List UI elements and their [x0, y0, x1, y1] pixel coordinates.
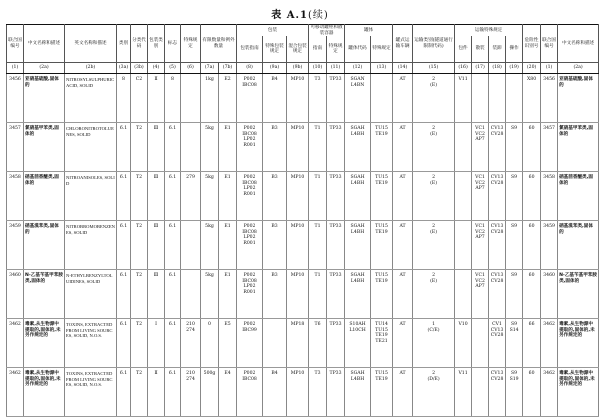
column-code: (3b): [131, 63, 148, 74]
cell-special-packing: B3: [263, 221, 287, 270]
cell-packing-group: Ⅲ: [148, 123, 165, 172]
header-packages: 包件: [455, 36, 472, 63]
cell-classification-code: C2: [131, 74, 148, 123]
column-code: (7a): [201, 63, 219, 74]
cell-operation: S9: [506, 221, 523, 270]
cell-classification-code: T2: [131, 123, 148, 172]
column-code: (8): [237, 63, 263, 74]
cell-vehicle: AT: [393, 172, 413, 221]
cell-loading: [489, 74, 506, 123]
cell-special-packing: B4: [263, 368, 287, 417]
cell-name-cn: 毒素,从生物源中提取的,固体的,未另作规定的: [24, 368, 65, 417]
cell-name-cn-right: 硝基溴苯类,固体的: [558, 221, 599, 270]
cell-packing-instructions: P002 IBC08 LP02 R001: [237, 221, 263, 270]
cell-packing-instructions: P002 IBC08: [237, 368, 263, 417]
cell-excepted-quantity: E1: [219, 270, 237, 319]
cell-mixed-packing: MP10: [287, 368, 309, 417]
cell-bulk: VC1 VC2 AP7: [472, 123, 489, 172]
cell-bulk: VC1 VC2 AP7: [472, 221, 489, 270]
table-title: [0, 6, 600, 21]
cell-tank-instructions: T1: [309, 270, 327, 319]
cell-name-cn: 氯硝基甲苯类,固体的: [24, 123, 65, 172]
cell-class: 6.1: [117, 221, 131, 270]
cell-un-no: 3458: [7, 172, 24, 221]
header-un-no-right: 联合国编号: [541, 25, 558, 63]
cell-vehicle: AT: [393, 319, 413, 368]
cell-special-provisions: [181, 270, 201, 319]
header-hazard-id: 危险性识别号: [523, 25, 541, 63]
cell-tank-special-provisions: TU15 TE19: [371, 221, 393, 270]
cell-special-provisions: 210 274: [181, 319, 201, 368]
cell-limited-quantity: 5kg: [201, 172, 219, 221]
cell-packages: [455, 172, 472, 221]
header-classification-code: 分类代码: [131, 25, 148, 63]
cell-excepted-quantity: E1: [219, 123, 237, 172]
cell-mixed-packing: MP10: [287, 270, 309, 319]
column-code: (17): [472, 63, 489, 74]
cell-operation: S9 S14: [506, 319, 523, 368]
cell-classification-code: T2: [131, 368, 148, 417]
cell-packing-instructions: P002 IBC08: [237, 74, 263, 123]
header-limited-excepted: 有限数量和例外数量: [201, 25, 237, 63]
cell-hazard-id: 66: [523, 319, 541, 368]
header-name-cn: 中文名称和描述: [24, 25, 65, 63]
column-code: (4): [148, 63, 165, 74]
cell-class: 6.1: [117, 319, 131, 368]
header-transport-category: 运输类别(隧道通行限制代码): [413, 25, 455, 63]
cell-loading: CV1 CV13 CV28: [489, 319, 506, 368]
cell-un-no: 3456: [7, 74, 24, 123]
cell-loading: CV13 CV28: [489, 368, 506, 417]
cell-transport-category: 2 (E): [413, 270, 455, 319]
cell-name-en: NITROANISOLES, SOLID: [65, 172, 117, 221]
cell-hazard-id: 60: [523, 270, 541, 319]
header-operation: 操作: [506, 36, 523, 63]
cell-mixed-packing: MP10: [287, 221, 309, 270]
cell-packing-group: Ⅲ: [148, 172, 165, 221]
cell-tank-instructions: T3: [309, 74, 327, 123]
cell-hazard-id: 60: [523, 123, 541, 172]
cell-tank-special: TP33: [327, 74, 345, 123]
table-title-main: 表 A.1: [271, 10, 308, 21]
cell-labels: 6.1: [165, 270, 181, 319]
cell-mixed-packing: MP10: [287, 74, 309, 123]
header-tanks: 罐体: [345, 25, 393, 37]
column-code: (5): [165, 63, 181, 74]
column-code: (2b): [65, 63, 117, 74]
cell-vehicle: AT: [393, 270, 413, 319]
cell-special-packing: B3: [263, 123, 287, 172]
cell-name-en: NITROSYLSULPHURIC ACID, SOLID: [65, 74, 117, 123]
cell-loading: CV13 CV28: [489, 172, 506, 221]
cell-name-cn-right: 亚硝基硫酸,固体的: [558, 74, 599, 123]
cell-limited-quantity: 0: [201, 319, 219, 368]
cell-operation: S9: [506, 270, 523, 319]
header-labels: 标志: [165, 25, 181, 63]
cell-tank-special: TP33: [327, 368, 345, 417]
table-row: [7, 221, 599, 270]
header-vehicle: 罐式运输车辆: [393, 25, 413, 63]
header-bulk: 散装: [472, 36, 489, 63]
cell-tank-instructions: T6: [309, 319, 327, 368]
cell-un-no-right: 3459: [541, 221, 558, 270]
cell-limited-quantity: 500g: [201, 368, 219, 417]
cell-packages: [455, 123, 472, 172]
cell-tank-instructions: T1: [309, 221, 327, 270]
column-code: (19): [506, 63, 523, 74]
cell-name-cn: 硝基溴苯类,固体的: [24, 221, 65, 270]
column-code: (15): [413, 63, 455, 74]
header-special-packing: 特殊包装规定: [263, 36, 287, 63]
cell-special-packing: [263, 319, 287, 368]
column-code: (2a): [558, 63, 599, 74]
cell-special-provisions: 279: [181, 172, 201, 221]
table-row: [7, 368, 599, 417]
cell-packing-group: Ⅲ: [148, 221, 165, 270]
cell-bulk: [472, 74, 489, 123]
cell-hazard-id: 60: [523, 172, 541, 221]
cell-un-no-right: 3462: [541, 319, 558, 368]
cell-name-en: CHLORONITROTOLUENES, SOLID: [65, 123, 117, 172]
cell-tank-special-provisions: TU14 TU15 TE19 TE21: [371, 319, 393, 368]
cell-labels: 6.1: [165, 221, 181, 270]
cell-tank-code: SGAH L4BH: [345, 172, 371, 221]
table-row: [7, 172, 599, 221]
cell-transport-category: 2 (D/E): [413, 368, 455, 417]
cell-operation: S9: [506, 123, 523, 172]
cell-classification-code: T2: [131, 270, 148, 319]
cell-labels: 8: [165, 74, 181, 123]
cell-un-no-right: 3458: [541, 172, 558, 221]
cell-transport-category: 2 (E): [413, 221, 455, 270]
column-code: (3a): [117, 63, 131, 74]
header-packing-group: 包装类别: [148, 25, 165, 63]
column-code: (10): [309, 63, 327, 74]
cell-classification-code: T2: [131, 172, 148, 221]
cell-hazard-id: 60: [523, 368, 541, 417]
column-code: (14): [393, 63, 413, 74]
cell-vehicle: AT: [393, 221, 413, 270]
dangerous-goods-table: [6, 24, 599, 417]
cell-mixed-packing: MP18: [287, 319, 309, 368]
cell-tank-code: SGAH L4BH: [345, 221, 371, 270]
cell-bulk: VC1 VC2 AP7: [472, 270, 489, 319]
header-loading: 装卸: [489, 36, 506, 63]
cell-name-en: N-ETHYLBENZYLTOLUIDINES, SOLID: [65, 270, 117, 319]
cell-tank-special-provisions: TU15 TE19: [371, 270, 393, 319]
table-row: [7, 123, 599, 172]
cell-bulk: [472, 368, 489, 417]
header-special-transport: 运输特殊规定: [455, 25, 523, 37]
header-tank-special: 特殊规定: [327, 36, 345, 63]
column-code: (1): [7, 63, 24, 74]
cell-packing-group: Ⅰ: [148, 319, 165, 368]
cell-un-no: 3459: [7, 221, 24, 270]
cell-excepted-quantity: E1: [219, 172, 237, 221]
cell-mixed-packing: MP10: [287, 172, 309, 221]
cell-packing-instructions: P002 IBC08 LP02 R001: [237, 172, 263, 221]
cell-name-en: TOXINS, EXTRACTED FROM LIVING SOURCES, SOLID, N.O.S.: [65, 319, 117, 368]
cell-packages: [455, 270, 472, 319]
cell-name-cn-right: 毒素,从生物源中提取的,固体的,未另作规定的: [558, 319, 599, 368]
cell-class: 6.1: [117, 270, 131, 319]
cell-tank-special: TP33: [327, 270, 345, 319]
cell-packages: V11: [455, 368, 472, 417]
cell-un-no-right: 3460: [541, 270, 558, 319]
column-code: (9a): [263, 63, 287, 74]
column-code: (2a): [24, 63, 65, 74]
cell-special-provisions: [181, 221, 201, 270]
cell-bulk: VC1 VC2 AP7: [472, 172, 489, 221]
cell-operation: S9 S19: [506, 368, 523, 417]
header-class: 类别: [117, 25, 131, 63]
cell-name-cn-right: N-乙基苄基甲苯胺类,固体的: [558, 270, 599, 319]
cell-tank-instructions: T1: [309, 172, 327, 221]
header-tank-instructions: 指南: [309, 36, 327, 63]
cell-name-en: TOXINS, EXTRACTED FROM LIVING SOURCES, SOLID, N.O.S.: [65, 368, 117, 417]
cell-limited-quantity: 5kg: [201, 270, 219, 319]
cell-limited-quantity: 5kg: [201, 123, 219, 172]
table-title-suffix: (续): [307, 10, 329, 21]
header-mixed-packing: 混合包装规定: [287, 36, 309, 63]
cell-name-cn: N-乙基苄基甲苯胺类,固体的: [24, 270, 65, 319]
cell-tank-special-provisions: TU15 TE19: [371, 123, 393, 172]
cell-tank-special: TP33: [327, 221, 345, 270]
cell-class: 6.1: [117, 123, 131, 172]
cell-excepted-quantity: E4: [219, 368, 237, 417]
cell-name-cn-right: 毒素,从生物源中提取的,固体的,未另作规定的: [558, 368, 599, 417]
cell-un-no-right: 3457: [541, 123, 558, 172]
cell-tank-special: TP33: [327, 172, 345, 221]
cell-un-no: 3457: [7, 123, 24, 172]
table-row: [7, 319, 599, 368]
header-special-provisions: 特殊规定: [181, 25, 201, 63]
cell-excepted-quantity: E1: [219, 221, 237, 270]
cell-limited-quantity: 5kg: [201, 221, 219, 270]
cell-classification-code: T2: [131, 319, 148, 368]
cell-name-cn: 亚硝基硫酸,固体的: [24, 74, 65, 123]
cell-special-provisions: 210 274: [181, 368, 201, 417]
cell-loading: CV13 CV28: [489, 123, 506, 172]
cell-class: 8: [117, 74, 131, 123]
cell-vehicle: AT: [393, 74, 413, 123]
cell-packing-instructions: P002 IBC08 LP02 R001: [237, 270, 263, 319]
cell-name-en: NITROBROMOBENZENES, SOLID: [65, 221, 117, 270]
cell-un-no: 3462: [7, 368, 24, 417]
cell-tank-code: SGAN L4BN: [345, 74, 371, 123]
cell-special-provisions: [181, 74, 201, 123]
cell-packages: [455, 221, 472, 270]
cell-labels: 6.1: [165, 319, 181, 368]
cell-transport-category: 2 (E): [413, 74, 455, 123]
cell-transport-category: 2 (E): [413, 172, 455, 221]
cell-un-no-right: 3462: [541, 368, 558, 417]
cell-packing-group: Ⅲ: [148, 270, 165, 319]
table-row: [7, 74, 599, 123]
cell-un-no-right: 3456: [541, 74, 558, 123]
cell-packing-group: Ⅱ: [148, 74, 165, 123]
column-code: (18): [489, 63, 506, 74]
cell-mixed-packing: MP10: [287, 123, 309, 172]
cell-tank-special-provisions: TU15 TE19: [371, 172, 393, 221]
column-code: (13): [371, 63, 393, 74]
cell-tank-special-provisions: TU15 TE19: [371, 368, 393, 417]
cell-loading: CV13 CV28: [489, 270, 506, 319]
cell-un-no: 3460: [7, 270, 24, 319]
cell-un-no: 3462: [7, 319, 24, 368]
cell-class: 6.1: [117, 172, 131, 221]
column-code: (6): [181, 63, 201, 74]
cell-tank-special: TP33: [327, 319, 345, 368]
cell-tank-code: SGAH L4BH: [345, 270, 371, 319]
cell-labels: 6.1: [165, 123, 181, 172]
cell-packages: V11: [455, 74, 472, 123]
cell-tank-instructions: T1: [309, 123, 327, 172]
cell-special-provisions: [181, 123, 201, 172]
column-code: (7b): [219, 63, 237, 74]
cell-tank-instructions: T3: [309, 368, 327, 417]
cell-special-packing: B4: [263, 74, 287, 123]
cell-transport-category: 2 (E): [413, 123, 455, 172]
header-tank-code: 罐体代码: [345, 36, 371, 63]
cell-limited-quantity: 1kg: [201, 74, 219, 123]
cell-loading: CV13 CV28: [489, 221, 506, 270]
cell-transport-category: 1 (C/E): [413, 319, 455, 368]
column-code: (11): [327, 63, 345, 74]
cell-name-cn: 毒素,从生物源中提取的,固体的,未另作规定的: [24, 319, 65, 368]
cell-tank-code: SGAH L4BH: [345, 368, 371, 417]
header-name-en: 英文名称和描述: [65, 25, 117, 63]
cell-vehicle: AT: [393, 123, 413, 172]
cell-vehicle: AT: [393, 368, 413, 417]
header-tank-group: 可移动罐柜和散装容器: [310, 25, 343, 36]
header-packaging: 包装: [237, 25, 309, 37]
cell-operation: [506, 74, 523, 123]
column-code: (9b): [287, 63, 309, 74]
cell-labels: 6.1: [165, 172, 181, 221]
header-tank-special-provisions: 特殊规定: [371, 36, 393, 63]
column-code: (20): [523, 63, 541, 74]
cell-bulk: [472, 319, 489, 368]
cell-hazard-id: 60: [523, 221, 541, 270]
cell-packing-group: Ⅱ: [148, 368, 165, 417]
cell-special-packing: B3: [263, 172, 287, 221]
cell-tank-code: S10AH L10CH: [345, 319, 371, 368]
table-row: [7, 270, 599, 319]
cell-name-cn-right: 氯硝基甲苯类,固体的: [558, 123, 599, 172]
column-code: (1): [541, 63, 558, 74]
column-code: (16): [455, 63, 472, 74]
cell-name-cn-right: 硝基茴香醚类,固体的: [558, 172, 599, 221]
cell-hazard-id: X80: [523, 74, 541, 123]
cell-classification-code: T2: [131, 221, 148, 270]
column-code: (12): [345, 63, 371, 74]
header-name-cn-right: 中文名称和描述: [558, 25, 599, 63]
header-un-no: 联合国编号: [7, 25, 24, 63]
cell-excepted-quantity: E2: [219, 74, 237, 123]
cell-tank-special-provisions: [371, 74, 393, 123]
cell-tank-code: SGAH L4BH: [345, 123, 371, 172]
cell-packing-instructions: P002 IBC08 LP02 R001: [237, 123, 263, 172]
cell-labels: 6.1: [165, 368, 181, 417]
cell-packages: V10: [455, 319, 472, 368]
header-packing-instructions: 包装指南: [237, 36, 263, 63]
cell-tank-special: TP33: [327, 123, 345, 172]
cell-class: 6.1: [117, 368, 131, 417]
cell-operation: S9: [506, 172, 523, 221]
cell-excepted-quantity: E5: [219, 319, 237, 368]
cell-name-cn: 硝基茴香醚类,固体的: [24, 172, 65, 221]
cell-special-packing: B3: [263, 270, 287, 319]
cell-packing-instructions: P002 IBC99: [237, 319, 263, 368]
